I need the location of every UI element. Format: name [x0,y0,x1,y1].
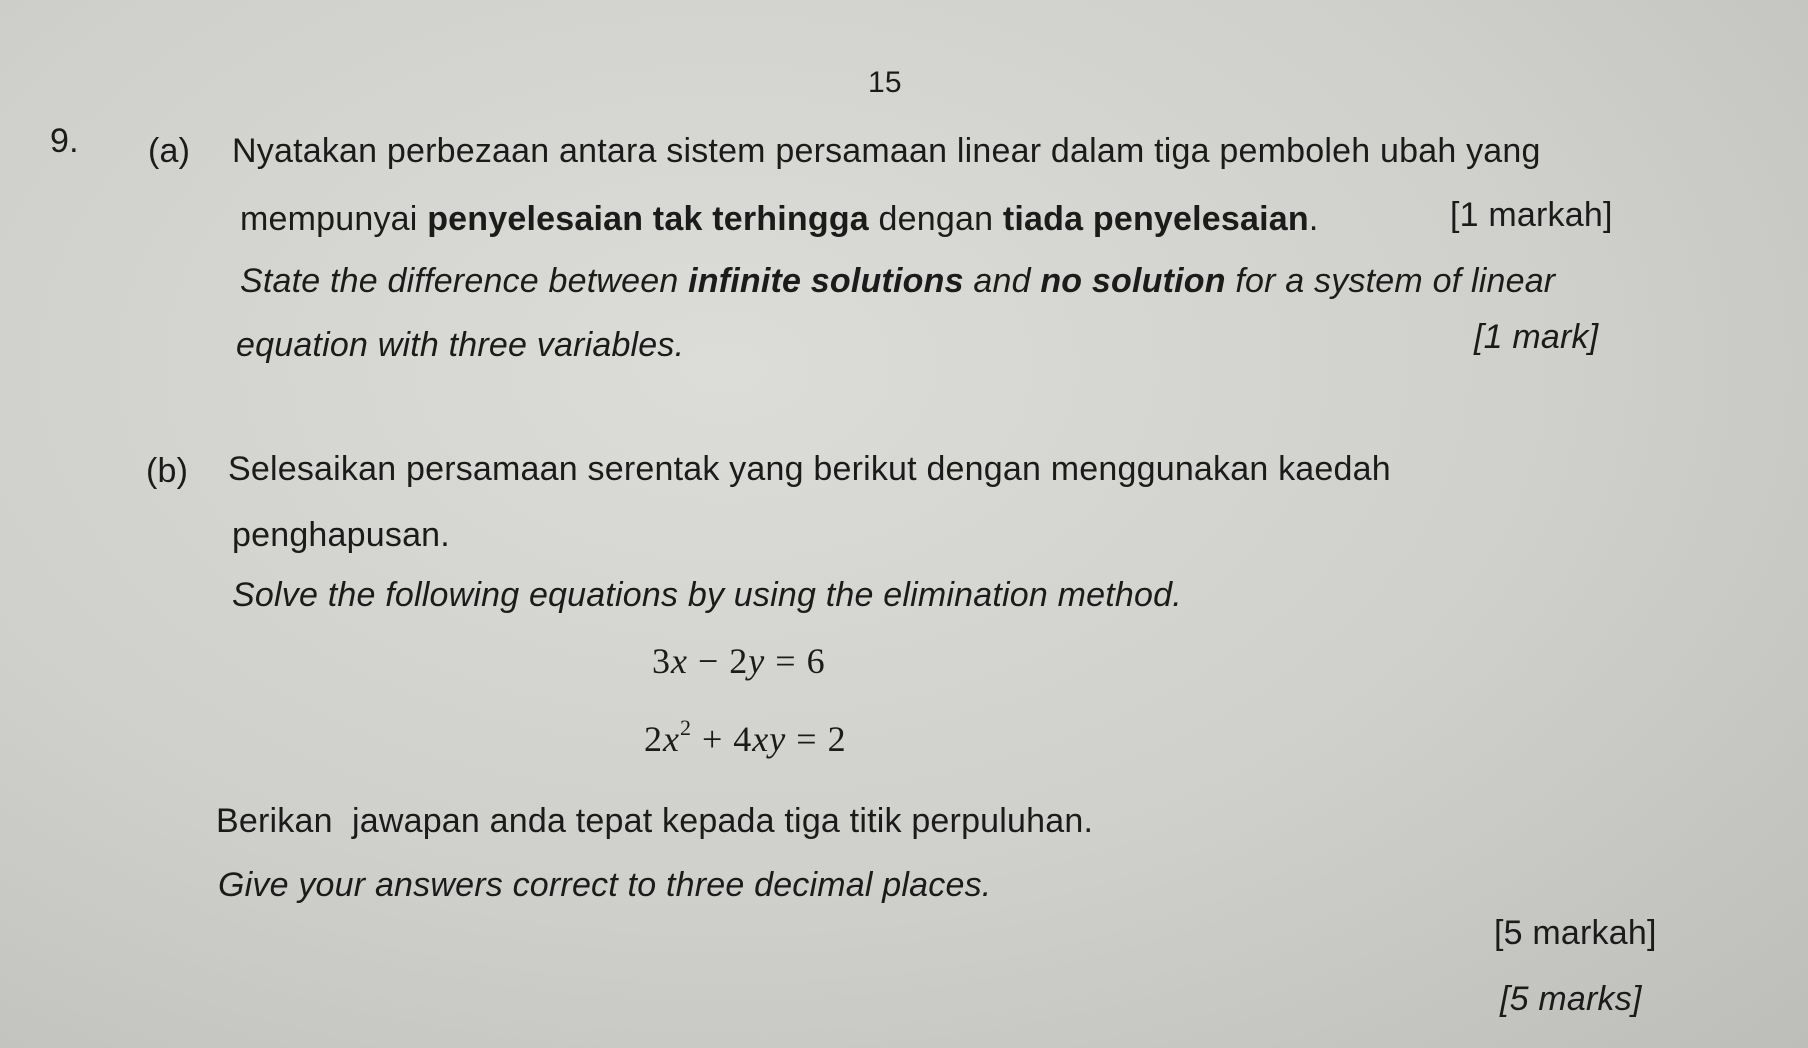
eq1-op: − 2 [687,641,749,681]
part-a-english-line1-pre: State the difference between [240,262,689,300]
part-b-malay-line1: Selesaikan persamaan serentak yang berikut dengan menggunakan kaedah [228,450,1391,488]
eq2-coef: 2 [644,719,663,759]
part-a-malay-line2-post: . [1308,200,1319,238]
part-b-label: (b) [146,452,189,490]
part-a-english-marks-text: [1 mark] [1474,318,1599,356]
eq2-exponent: 2 [679,715,692,740]
term-infinite-solutions: infinite solutions [688,262,964,300]
question-number: 9. [50,122,79,160]
equation-2 [644,715,847,760]
part-b-malay-instruction: Berikan jawapan anda tepat kepada tiga titik perpuluhan. [216,802,1094,840]
part-a-malay-marks: [1 markah] [1450,196,1613,234]
equation-1 [652,640,826,682]
part-a-english-line1-post: for a system of linear [1225,262,1556,300]
part-b-english-instruction: Give your answers correct to three decimal places. [218,866,992,904]
part-a-malay-line2-pre: mempunyai [240,200,428,238]
eq2-var-xy: xy [752,719,787,759]
eq1-coef-x: 3 [652,641,671,681]
eq2-var-x: x [663,719,680,759]
part-a-english-marks [1474,318,1598,357]
part-a-label: (a) [148,132,191,170]
term-infinite-solutions-malay: penyelesaian tak terhingga [427,200,869,238]
part-a-english-line2: equation with three variables. [236,326,685,364]
part-a-malay-line1: Nyatakan perbezaan antara sistem persamaan linear dalam tiga pemboleh ubah yang [232,132,1541,170]
part-a-english-line1-mid: and [963,262,1041,300]
page-number: 15 [868,66,902,99]
part-b-malay-marks: [5 markah] [1494,914,1657,952]
part-a-english-line1 [240,262,1555,301]
part-b-english-line1: Solve the following equations by using the elimination method. [232,576,1182,614]
term-no-solution: no solution [1040,262,1226,300]
term-no-solution-malay: tiada penyelesaian [1002,200,1309,238]
eq1-var-y: y [748,641,766,681]
part-a-malay-line2-mid: dengan [868,200,1003,238]
part-b-malay-line2: penghapusan. [232,516,450,554]
eq2-op: + 4 [691,719,753,759]
eq1-var-x: x [671,641,688,681]
part-b-english-marks: [5 marks] [1500,980,1642,1018]
eq2-rhs: = 2 [786,719,847,759]
eq1-rhs: = 6 [765,641,826,681]
part-a-malay-line2 [240,200,1318,239]
